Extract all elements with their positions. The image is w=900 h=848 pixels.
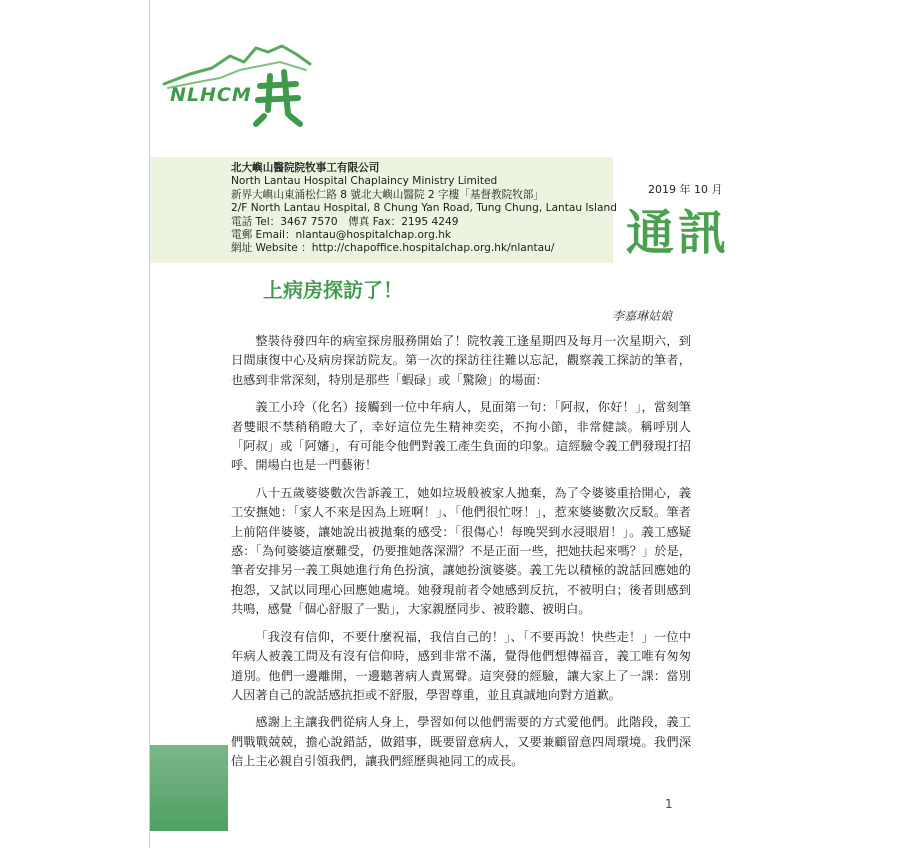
- paragraph: 感謝上主讓我們從病人身上，學習如何以他們需要的方式愛他們。此階段，義工們戰戰兢兢，擔心說錯話，做錯事，既要留意病人，又要兼顧留意四周環境。我們深信上主必親自引領我們，讓我們經歷與祂同工的成長。: [231, 715, 691, 769]
- logo-wordmark: NLHCM: [170, 84, 252, 106]
- contact-header: [231, 162, 616, 256]
- org-name-chinese: 北大嶼山醫院院牧事工有限公司: [231, 162, 380, 174]
- paragraph: 義工小玲（化名）接觸到一位中年病人，見面第一句：「阿叔，你好！」，當刻筆者雙眼不禁稍稍瞪大了，幸好這位先生精神奕奕，不拘小節，非常健談。稱呼別人「阿叔」或「阿嬸」，有可能令他們對義工產生負面的印象。這經驗令義工們發現打招呼、開場白也是一門藝術！: [231, 400, 691, 473]
- newsletter-masthead: 通訊: [626, 205, 731, 261]
- mountain-logo-icon: [160, 38, 320, 128]
- decorative-green-bar: [150, 745, 228, 831]
- address-english: 2/F North Lantau Hospital, 8 Chung Yan Road, Tung Chung, Lantau Island: [231, 202, 617, 215]
- paragraph: 整裝待發四年的病室探房服務開始了！院牧義工逢星期四及每月一次星期六，到日間康復中心及病房探訪院友。第一次的探訪往往難以忘記，觀察義工探訪的筆者，也感到非常深刻，特別是那些「蝦碌」或「驚險」的場面：: [231, 334, 691, 387]
- org-name-english: North Lantau Hospital Chaplaincy Ministry Limited: [231, 175, 498, 188]
- website: 網址 Website ：http://chapoffice.hospitalchap.org.hk/nlantau/: [231, 242, 555, 255]
- paragraph: 八十五歲婆婆數次告訴義工，她如垃圾般被家人拋棄，為了令婆婆重拾開心，義工安撫她：「家人不來是因為上班啊！」、「他們很忙呀！」，惹來婆婆數次反駁。筆者上前陪伴婆婆，讓她說出被拋棄的感受：「很傷心！每晚哭到水浸眼眉！」。義工感疑惑：「為何婆婆這麼難受，仍要推她落深淵？不是正面一些，把她扶起來嗎？」於是，筆者安排另一義工與她進行角色扮演，讓她扮演婆婆。義工先以積極的說話回應她的抱怨，又試以同理心回應她處境。她發現前者令她感到反抗，不被明白；後者則感到共鳴，感覺「個心舒服了一點」，大家親歷同步、被聆聽、被明白。: [231, 485, 691, 617]
- page-number: 1: [665, 797, 673, 811]
- article-title: 上病房探訪了！: [263, 278, 403, 302]
- paragraph: 「我沒有信仰，不要什麼祝福，我信自己的！」、「不要再說！快些走！」一位中年病人被義工問及有沒有信仰時，感到非常不滿，覺得他們想傳福音，義工唯有匆匆道別。他們一邊離開，一邊聽著病人責罵聲。這突發的經驗，讓大家上了一課：當別人因著自己的說話感抗拒或不舒服，學習尊重，並且真誠地向對方道歉。: [231, 629, 691, 702]
- phone-fax: 電話 Tel：3467 7570 傳真 Fax：2195 4249: [231, 215, 459, 228]
- article-body: [231, 332, 691, 780]
- email: 電郵 Email：nlantau@hospitalchap.org.hk: [231, 229, 452, 242]
- issue-date: 2019 年 10 月: [648, 183, 723, 196]
- address-chinese: 新界大嶼山東涌松仁路 8 號北大嶼山醫院 2 字樓「基督教院牧部」: [231, 188, 544, 201]
- page-edge: [149, 0, 150, 848]
- article-byline: 李嘉琳姑娘: [612, 309, 673, 323]
